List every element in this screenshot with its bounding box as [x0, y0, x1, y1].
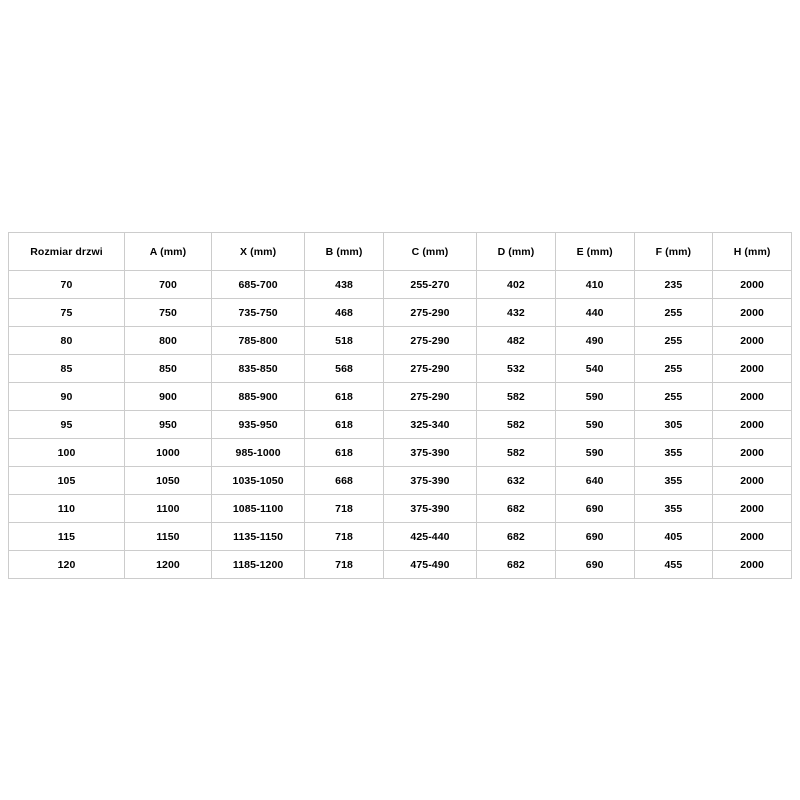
table-body: [9, 271, 792, 579]
cell-e: 440: [555, 299, 634, 327]
cell-d: 682: [477, 495, 556, 523]
cell-f: 255: [634, 299, 713, 327]
column-header-door-size: Rozmiar drzwi: [9, 233, 125, 271]
cell-e: 590: [555, 383, 634, 411]
cell-b: 718: [305, 495, 384, 523]
cell-f: 235: [634, 271, 713, 299]
cell-a: 750: [125, 299, 212, 327]
cell-a: 800: [125, 327, 212, 355]
table-row: [9, 495, 792, 523]
cell-b: 668: [305, 467, 384, 495]
cell-d: 582: [477, 411, 556, 439]
cell-f: 355: [634, 495, 713, 523]
cell-h: 2000: [713, 467, 792, 495]
table-row: [9, 523, 792, 551]
cell-c: 375-390: [383, 439, 476, 467]
cell-door-size: 90: [9, 383, 125, 411]
cell-f: 255: [634, 327, 713, 355]
cell-x: 935-950: [212, 411, 305, 439]
cell-b: 618: [305, 439, 384, 467]
cell-x: 885-900: [212, 383, 305, 411]
cell-h: 2000: [713, 355, 792, 383]
cell-door-size: 75: [9, 299, 125, 327]
column-header-x: X (mm): [212, 233, 305, 271]
cell-c: 425-440: [383, 523, 476, 551]
cell-e: 690: [555, 495, 634, 523]
cell-c: 275-290: [383, 355, 476, 383]
table-row: [9, 439, 792, 467]
column-header-b: B (mm): [305, 233, 384, 271]
cell-e: 590: [555, 439, 634, 467]
cell-f: 305: [634, 411, 713, 439]
cell-b: 618: [305, 383, 384, 411]
cell-a: 700: [125, 271, 212, 299]
column-header-h: H (mm): [713, 233, 792, 271]
cell-a: 1150: [125, 523, 212, 551]
cell-a: 1050: [125, 467, 212, 495]
cell-b: 718: [305, 551, 384, 579]
table-row: [9, 411, 792, 439]
cell-a: 1000: [125, 439, 212, 467]
cell-f: 355: [634, 439, 713, 467]
cell-door-size: 120: [9, 551, 125, 579]
cell-d: 532: [477, 355, 556, 383]
cell-door-size: 80: [9, 327, 125, 355]
cell-door-size: 100: [9, 439, 125, 467]
cell-b: 718: [305, 523, 384, 551]
cell-x: 1085-1100: [212, 495, 305, 523]
cell-c: 325-340: [383, 411, 476, 439]
cell-e: 590: [555, 411, 634, 439]
cell-d: 432: [477, 299, 556, 327]
cell-h: 2000: [713, 551, 792, 579]
cell-b: 518: [305, 327, 384, 355]
cell-f: 455: [634, 551, 713, 579]
cell-a: 850: [125, 355, 212, 383]
table-row: [9, 327, 792, 355]
cell-door-size: 115: [9, 523, 125, 551]
cell-door-size: 95: [9, 411, 125, 439]
cell-d: 402: [477, 271, 556, 299]
specification-table-container: [8, 232, 792, 579]
cell-a: 1200: [125, 551, 212, 579]
table-row: [9, 355, 792, 383]
cell-e: 410: [555, 271, 634, 299]
table-header-row: [9, 233, 792, 271]
column-header-a: A (mm): [125, 233, 212, 271]
cell-h: 2000: [713, 439, 792, 467]
cell-h: 2000: [713, 299, 792, 327]
cell-h: 2000: [713, 271, 792, 299]
cell-d: 632: [477, 467, 556, 495]
cell-door-size: 85: [9, 355, 125, 383]
cell-d: 582: [477, 439, 556, 467]
cell-d: 482: [477, 327, 556, 355]
cell-c: 275-290: [383, 299, 476, 327]
column-header-e: E (mm): [555, 233, 634, 271]
table-row: [9, 467, 792, 495]
cell-h: 2000: [713, 523, 792, 551]
cell-h: 2000: [713, 411, 792, 439]
table-row: [9, 299, 792, 327]
cell-c: 375-390: [383, 467, 476, 495]
cell-c: 275-290: [383, 327, 476, 355]
cell-d: 582: [477, 383, 556, 411]
cell-x: 685-700: [212, 271, 305, 299]
cell-h: 2000: [713, 327, 792, 355]
column-header-d: D (mm): [477, 233, 556, 271]
cell-x: 1185-1200: [212, 551, 305, 579]
cell-h: 2000: [713, 495, 792, 523]
cell-e: 490: [555, 327, 634, 355]
cell-e: 690: [555, 551, 634, 579]
column-header-c: C (mm): [383, 233, 476, 271]
cell-door-size: 110: [9, 495, 125, 523]
table-row: [9, 271, 792, 299]
cell-x: 785-800: [212, 327, 305, 355]
cell-f: 255: [634, 355, 713, 383]
table-row: [9, 383, 792, 411]
cell-door-size: 105: [9, 467, 125, 495]
cell-b: 618: [305, 411, 384, 439]
cell-f: 255: [634, 383, 713, 411]
cell-e: 640: [555, 467, 634, 495]
specification-table: [8, 232, 792, 579]
table-header: [9, 233, 792, 271]
cell-h: 2000: [713, 383, 792, 411]
cell-x: 1135-1150: [212, 523, 305, 551]
cell-c: 255-270: [383, 271, 476, 299]
cell-a: 900: [125, 383, 212, 411]
cell-a: 1100: [125, 495, 212, 523]
cell-e: 690: [555, 523, 634, 551]
cell-b: 438: [305, 271, 384, 299]
cell-e: 540: [555, 355, 634, 383]
cell-b: 568: [305, 355, 384, 383]
column-header-f: F (mm): [634, 233, 713, 271]
cell-a: 950: [125, 411, 212, 439]
cell-f: 405: [634, 523, 713, 551]
table-row: [9, 551, 792, 579]
cell-c: 475-490: [383, 551, 476, 579]
cell-d: 682: [477, 523, 556, 551]
cell-c: 375-390: [383, 495, 476, 523]
cell-x: 985-1000: [212, 439, 305, 467]
cell-b: 468: [305, 299, 384, 327]
cell-f: 355: [634, 467, 713, 495]
cell-c: 275-290: [383, 383, 476, 411]
cell-x: 835-850: [212, 355, 305, 383]
cell-d: 682: [477, 551, 556, 579]
cell-door-size: 70: [9, 271, 125, 299]
cell-x: 735-750: [212, 299, 305, 327]
cell-x: 1035-1050: [212, 467, 305, 495]
